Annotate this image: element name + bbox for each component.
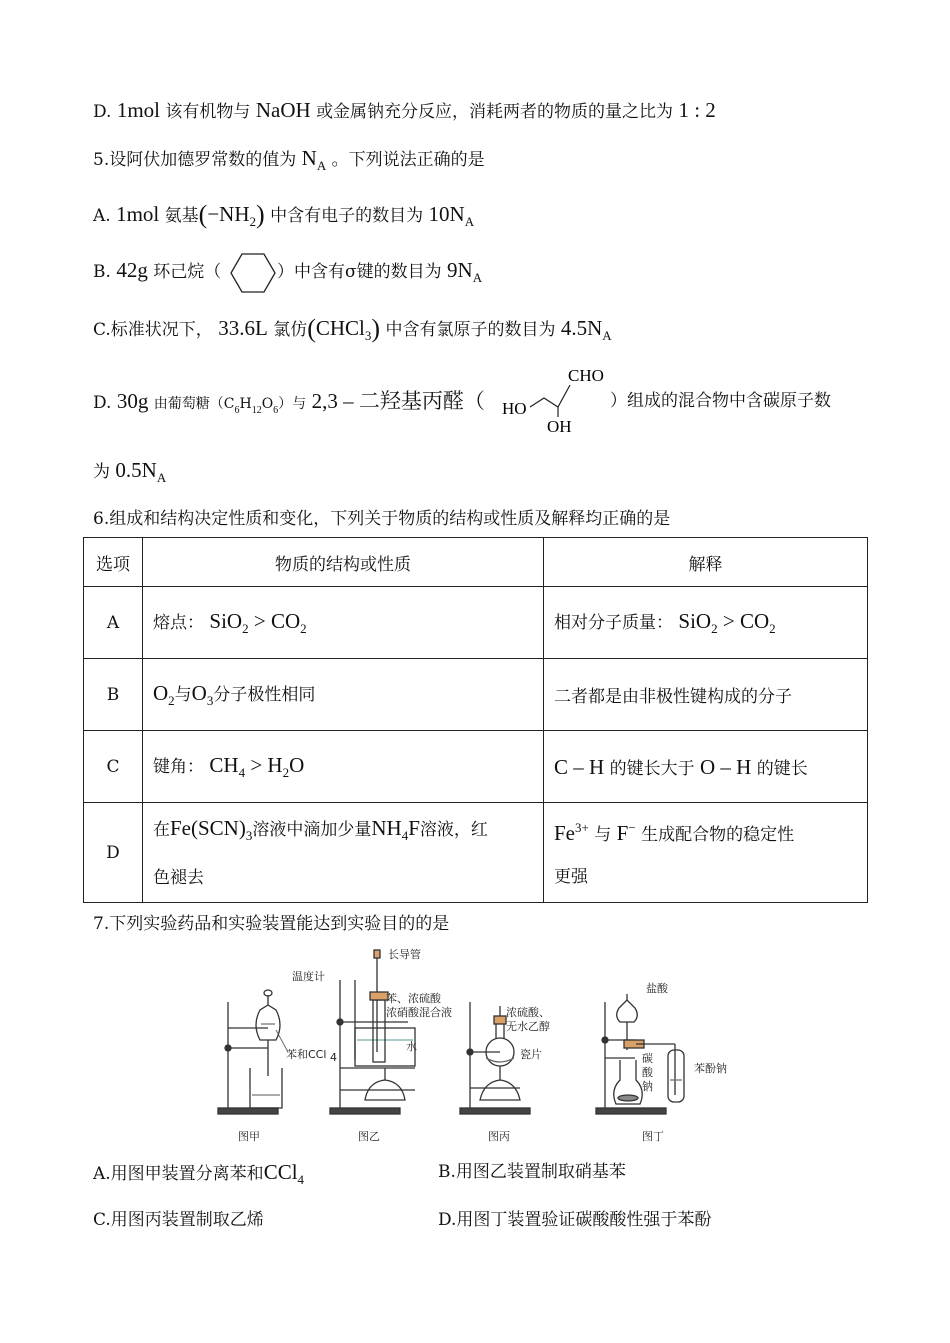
svg-text:图甲: 图甲: [238, 1130, 260, 1143]
svg-text:图丙: 图丙: [488, 1130, 510, 1143]
property-cell: 熔点： $SiO_2 > CO_2$: [143, 587, 544, 659]
explanation-cell: 相对分子质量： $SiO_2 > CO_2$: [544, 587, 868, 659]
svg-text:图丁: 图丁: [642, 1130, 664, 1143]
table-row: C 键角： $CH_4 > H_2O$ C – H 的键长大于 O – H 的键长: [84, 731, 868, 803]
svg-text:水: 水: [406, 1040, 417, 1053]
q5-option-d: D. 30g 由葡萄糖$(C_6H_{12}O_6)$与 2,3 – 二羟基丙醛（: [93, 389, 485, 416]
header-explanation: 解释: [544, 538, 868, 587]
table-header-row: [84, 538, 868, 587]
table-row: D 在$Fe(SCN)_3$溶液中滴加少量$NH_4F$溶液，红 色褪去 $Fe^{3+}$ 与 F− 生成配合物的稳定性 更强: [84, 803, 868, 903]
property-cell: 键角： $CH_4 > H_2O$: [143, 731, 544, 803]
svg-text:苯、浓硫酸: 苯、浓硫酸: [386, 992, 441, 1005]
svg-text:浓硫酸、: 浓硫酸、: [506, 1006, 550, 1019]
svg-text:4: 4: [330, 1051, 337, 1064]
q5-option-b-tail: ）中含有σ键的数目为 $9N_A$: [277, 258, 483, 285]
property-cell: $O_2$与$O_3$分子极性相同: [143, 659, 544, 731]
q5-stem: 5.设阿伏加德罗常数的值为 $N_A$ 。下列说法正确的是: [93, 146, 485, 173]
svg-text:盐酸: 盐酸: [646, 982, 668, 995]
q5-option-b: B. 42g 环己烷（: [93, 258, 222, 282]
table-row: B $O_2$与$O_3$分子极性相同 二者都是由非极性键构成的分子: [84, 659, 868, 731]
svg-text:浓硝酸混合液: 浓硝酸混合液: [386, 1006, 452, 1019]
svg-text:长导管: 长导管: [388, 948, 421, 961]
cyclohexane-structure: [228, 250, 278, 296]
q5-option-d-line2: 为 $0.5N_A$: [93, 458, 167, 485]
explanation-cell: C – H 的键长大于 O – H 的键长: [544, 731, 868, 803]
apparatus-b: [330, 950, 415, 1114]
q6-table: [83, 537, 868, 903]
svg-text:图乙: 图乙: [358, 1130, 380, 1143]
svg-text:碳: 碳: [642, 1052, 653, 1065]
svg-text:苯和CCl: 苯和CCl: [286, 1048, 327, 1061]
svg-text:无水乙醇: 无水乙醇: [506, 1020, 550, 1033]
svg-text:温度计: 温度计: [292, 970, 325, 983]
q4-option-d: D. 1mol 该有机物与 NaOH 或金属钠充分反应，消耗两者的物质的量之比为 1 : 2: [93, 98, 716, 122]
apparatus-d: [596, 994, 684, 1114]
svg-text:CHO: CHO: [568, 366, 604, 385]
svg-text:苯酚钠: 苯酚钠: [694, 1062, 727, 1075]
explanation-cell: 二者都是由非极性键构成的分子: [544, 659, 868, 731]
svg-text:酸: 酸: [642, 1066, 653, 1079]
q5-option-c: C.标准状况下， 33.6L 氯仿(CHCl$_3$) 中含有氯原子的数目为 $4.5N_A$: [93, 314, 612, 343]
svg-text:OH: OH: [547, 417, 572, 436]
svg-text:钠: 钠: [642, 1080, 653, 1093]
apparatus-a: [218, 990, 288, 1114]
explanation-cell: $Fe^{3+}$ 与 F− 生成配合物的稳定性 更强: [544, 803, 868, 903]
property-cell: 在$Fe(SCN)_3$溶液中滴加少量$NH_4F$溶液，红 色褪去: [143, 803, 544, 903]
q7-option-b: B.用图乙装置制取硝基苯: [438, 1162, 626, 1182]
q7-stem: 7.下列实验药品和实验装置能达到实验目的的是: [93, 914, 450, 934]
svg-text:瓷片: 瓷片: [520, 1048, 542, 1061]
table-row: A 熔点： $SiO_2 > CO_2$ 相对分子质量： $SiO_2 > CO_2$: [84, 587, 868, 659]
q6-stem: 6.组成和结构决定性质和变化，下列关于物质的结构或性质及解释均正确的是: [93, 509, 671, 529]
header-option: 选项: [84, 538, 143, 587]
svg-text:HO: HO: [502, 399, 527, 418]
q5-option-d-tail: ）组成的混合物中含碳原子数: [610, 391, 831, 411]
apparatus-figure: [210, 940, 750, 1150]
q7-option-c: C.用图丙装置制取乙烯: [93, 1210, 264, 1230]
q7-option-a: A.用图甲装置分离苯和CCl$_4$: [93, 1160, 305, 1187]
header-property: 物质的结构或性质: [143, 538, 544, 587]
q5-option-a: A. 1mol 氨基$(-NH_2)$ 中含有电子的数目为 $10N_A$: [93, 200, 475, 229]
glyceraldehyde-structure: [500, 362, 610, 438]
q7-option-d: D.用图丁装置验证碳酸酸性强于苯酚: [438, 1210, 712, 1230]
